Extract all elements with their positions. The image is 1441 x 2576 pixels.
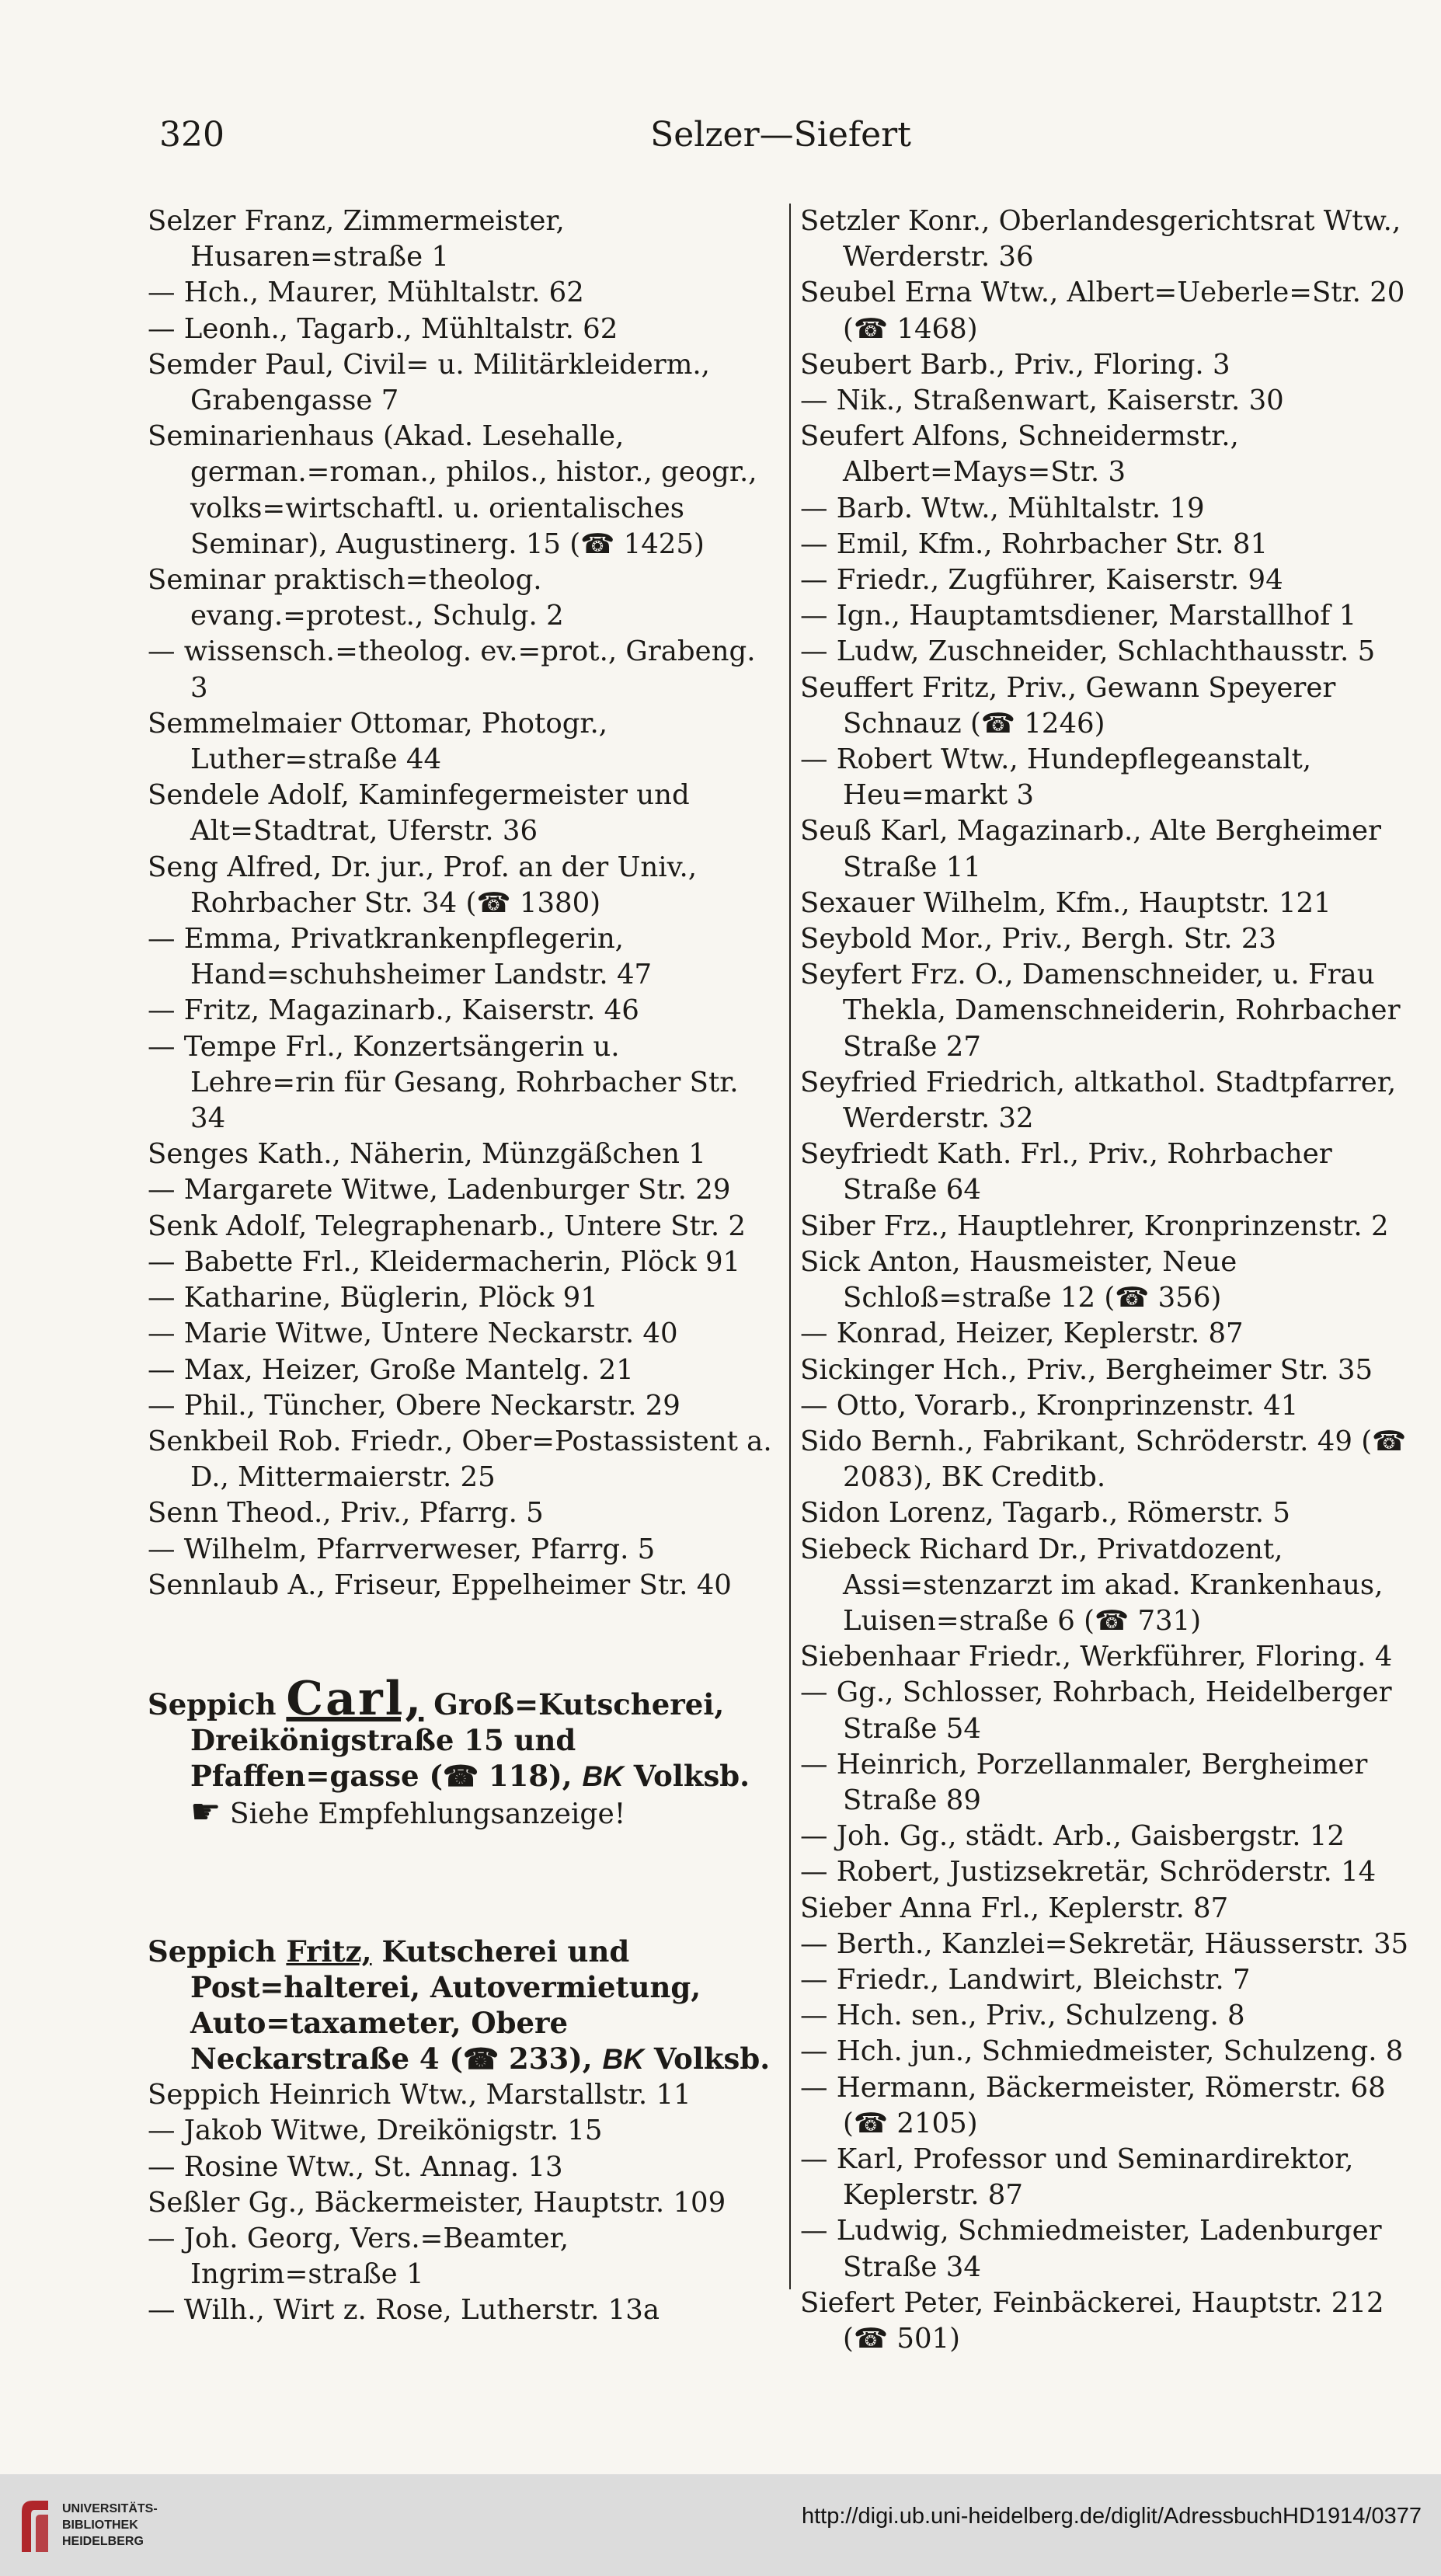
directory-entry: — Ign., Hauptamtsdiener, Marstallhof 1 (800, 600, 1357, 632)
directory-entry: — Friedr., Zugführer, Kaiserstr. 94 (800, 564, 1283, 597)
library-name-line: BIBLIOTHEK (62, 2519, 138, 2532)
directory-entry: — Katharine, Büglerin, Plöck 91 (148, 1282, 598, 1314)
directory-entry: Seubel Erna Wtw., Albert=Ueberle=Str. 20 (☎ 1468) (800, 277, 1405, 345)
directory-entry: — Konrad, Heizer, Keplerstr. 87 (800, 1318, 1244, 1350)
directory-entry: — Robert Wtw., Hundepflegeanstalt, Heu=markt 3 (800, 743, 1312, 812)
directory-entry: — Joh. Georg, Vers.=Beamter, Ingrim=straße 1 (148, 2222, 569, 2291)
directory-entry: Seyfried Friedrich, altkathol. Stadtpfarrer, Werderstr. 32 (800, 1066, 1397, 1135)
directory-entry: Seng Alfred, Dr. jur., Prof. an der Univ., Rohrbacher Str. 34 (☎ 1380) (148, 851, 698, 919)
directory-entry: Seufert Alfons, Schneidermstr., Albert=Mays=Str. 3 (800, 420, 1239, 489)
ad-forename: Fritz, (286, 1934, 372, 1969)
directory-entry: Seminar praktisch=theolog. evang.=protest., Schulg. 2 (148, 564, 564, 632)
left-column (148, 204, 773, 2329)
directory-entry: Setzler Konr., Oberlandesgerichtsrat Wtw., Werderstr. 36 (800, 205, 1401, 273)
spacer (148, 1910, 773, 1934)
bank-abbrev: BK (602, 2043, 644, 2076)
directory-entry: Sieber Anna Frl., Keplerstr. 87 (800, 1892, 1229, 1924)
ad-surname: Seppich (148, 1687, 277, 1721)
running-title: Selzer—Siefert (650, 115, 911, 155)
bank-name: Volksb. (633, 1758, 750, 1793)
library-name-line: HEIDELBERG (62, 2535, 144, 2548)
right-column (800, 204, 1425, 2357)
directory-entry: Seßler Gg., Bäckermeister, Hauptstr. 109 (148, 2186, 726, 2219)
directory-entry: — Emma, Privatkrankenpflegerin, Hand=schuhsheimer Landstr. 47 (148, 923, 653, 991)
directory-entry: — Ludw, Zuschneider, Schlachthausstr. 5 (800, 635, 1376, 668)
directory-entry: — Margarete Witwe, Ladenburger Str. 29 (148, 1174, 731, 1206)
ad-surname: Seppich (148, 1934, 277, 1969)
column-divider (789, 204, 791, 2289)
advertisement-entry (148, 1934, 773, 2077)
bank-abbrev: BK (582, 1760, 624, 1792)
library-name-line: UNIVERSITÄTS- (62, 2502, 158, 2515)
spacer (148, 1603, 773, 1681)
directory-entry: Seyfriedt Kath. Frl., Priv., Rohrbacher Straße 64 (800, 1138, 1332, 1206)
directory-entry: Seminarienhaus (Akad. Lesehalle, german.=roman., philos., histor., geogr., volks=wirtschaftl. u. orientalisches Seminar), Augustinerg. 15 (☎ 1425) (148, 420, 757, 560)
directory-entry: Sick Anton, Hausmeister, Neue Schloß=straße 12 (☎ 356) (800, 1245, 1237, 1314)
directory-entry: Senges Kath., Näherin, Münzgäßchen 1 (148, 1138, 706, 1171)
directory-entry: — Ludwig, Schmiedmeister, Ladenburger Straße 34 (800, 2215, 1382, 2283)
ad-forename: Carl, (286, 1671, 424, 1726)
directory-entry: — Gg., Schlosser, Rohrbach, Heidelberger Straße 54 (800, 1676, 1392, 1745)
directory-entry: Sido Bernh., Fabrikant, Schröderstr. 49 (☎ 2083), BK Creditb. (800, 1425, 1407, 1494)
directory-entry: — Otto, Vorarb., Kronprinzenstr. 41 (800, 1389, 1299, 1422)
spacer (148, 1833, 773, 1910)
directory-entry: — Hch., Maurer, Mühltalstr. 62 (148, 277, 584, 309)
directory-entry: Semder Paul, Civil= u. Militärkleiderm., Grabengasse 7 (148, 348, 710, 417)
directory-entry: — Friedr., Landwirt, Bleichstr. 7 (800, 1963, 1251, 1996)
directory-entry: Siber Frz., Hauptlehrer, Kronprinzenstr. 2 (800, 1210, 1389, 1242)
directory-entry: — Fritz, Magazinarb., Kaiserstr. 46 (148, 994, 639, 1027)
library-logo-icon (17, 2496, 53, 2555)
directory-entry: — Marie Witwe, Untere Neckarstr. 40 (148, 1318, 678, 1350)
directory-entry: — Max, Heizer, Große Mantelg. 21 (148, 1353, 634, 1386)
directory-entry: Semmelmaier Ottomar, Photogr., Luther=straße 44 (148, 707, 608, 776)
directory-entry: — Berth., Kanzlei=Sekretär, Häusserstr. 35 (800, 1927, 1409, 1960)
ad-hint (148, 1791, 773, 1833)
directory-entry: Sickinger Hch., Priv., Bergheimer Str. 35 (800, 1353, 1373, 1386)
directory-entry: Sendele Adolf, Kaminfegermeister und Alt=Stadtrat, Uferstr. 36 (148, 779, 690, 848)
directory-entry: Seuffert Fritz, Priv., Gewann Speyerer Schnauz (☎ 1246) (800, 671, 1336, 740)
directory-entry: Seyfert Frz. O., Damenschneider, u. Frau Thekla, Damenschneiderin, Rohrbacher Straße 27 (800, 959, 1401, 1063)
directory-entry: — Robert, Justizsekretär, Schröderstr. 14 (800, 1856, 1377, 1888)
directory-entry: Sidon Lorenz, Tagarb., Römerstr. 5 (800, 1497, 1290, 1530)
directory-entry: Senk Adolf, Telegraphenarb., Untere Str. 2 (148, 1210, 746, 1242)
source-url-link[interactable]: http://digi.ub.uni-heidelberg.de/diglit/AdressbuchHD1914/0377 (801, 2504, 1422, 2529)
ad-text: Groß=Kutscherei, Dreikönigstraße 15 und Pfaffen=gasse (☎ 118), (190, 1687, 725, 1793)
directory-entry: — Hermann, Bäckermeister, Römerstr. 68 (☎ 2105) (800, 2071, 1386, 2139)
directory-entry: — Tempe Frl., Konzertsängerin u. Lehre=rin für Gesang, Rohrbacher Str. 34 (148, 1030, 739, 1135)
directory-entry: — Karl, Professor und Seminardirektor, Keplerstr. 87 (800, 2143, 1354, 2212)
advertisement-entry (148, 1671, 773, 1794)
directory-entry: — Nik., Straßenwart, Kaiserstr. 30 (800, 385, 1284, 417)
directory-entry: — Leonh., Tagarb., Mühltalstr. 62 (148, 312, 618, 345)
directory-entry: — Wilhelm, Pfarrverweser, Pfarrg. 5 (148, 1533, 656, 1565)
directory-entry: — Wilh., Wirt z. Rose, Lutherstr. 13a (148, 2294, 660, 2327)
directory-entry: Siebenhaar Friedr., Werkführer, Floring. 4 (800, 1641, 1393, 1673)
directory-entry: — Joh. Gg., städt. Arb., Gaisbergstr. 12 (800, 1820, 1345, 1853)
directory-entry: Selzer Franz, Zimmermeister, Husaren=straße 1 (148, 205, 565, 273)
bank-name: Volksb. (653, 2042, 771, 2076)
ad-hint-text: Siehe Empfehlungsanzeige! (229, 1798, 626, 1830)
directory-entry: Siebeck Richard Dr., Privatdozent, Assi=stenzarzt im akad. Krankenhaus, Luisen=straße 6 (☎ 731) (800, 1533, 1384, 1637)
directory-entry: — Babette Frl., Kleidermacherin, Plöck 91 (148, 1245, 741, 1278)
library-name (62, 2501, 158, 2550)
directory-entry: — Jakob Witwe, Dreikönigstr. 15 (148, 2115, 603, 2147)
directory-entry: Senkbeil Rob. Friedr., Ober=Postassistent a. D., Mittermaierstr. 25 (148, 1425, 772, 1494)
directory-entry: Seubert Barb., Priv., Floring. 3 (800, 348, 1230, 381)
directory-entry: Seppich Heinrich Wtw., Marstallstr. 11 (148, 2079, 691, 2111)
directory-entry: — Barb. Wtw., Mühltalstr. 19 (800, 492, 1205, 524)
page-number: 320 (159, 115, 225, 155)
directory-entry: — Hch. sen., Priv., Schulzeng. 8 (800, 2000, 1245, 2032)
footer-bar (0, 2474, 1441, 2576)
directory-entry: Senn Theod., Priv., Pfarrg. 5 (148, 1497, 544, 1530)
ad-text: Kutscherei und Post=halterei, Autovermietung, Auto=taxameter, Obere Neckarstraße 4 (☎ 233), (190, 1934, 701, 2076)
directory-entry: — Emil, Kfm., Rohrbacher Str. 81 (800, 527, 1269, 560)
directory-entry: Seuß Karl, Magazinarb., Alte Bergheimer Straße 11 (800, 815, 1382, 883)
page-header (159, 115, 1402, 162)
directory-entry: — Rosine Wtw., St. Annag. 13 (148, 2150, 563, 2183)
directory-entry: — wissensch.=theolog. ev.=prot., Grabeng. 3 (148, 635, 756, 704)
directory-entry: Sexauer Wilhelm, Kfm., Hauptstr. 121 (800, 886, 1331, 919)
directory-entry: Siefert Peter, Feinbäckerei, Hauptstr. 212 (☎ 501) (800, 2286, 1384, 2355)
directory-entry: — Heinrich, Porzellanmaler, Bergheimer Straße 89 (800, 1748, 1368, 1816)
directory-entry: Sennlaub A., Friseur, Eppelheimer Str. 40 (148, 1568, 732, 1601)
directory-entry: — Hch. jun., Schmiedmeister, Schulzeng. 8 (800, 2035, 1404, 2068)
directory-entry: — Phil., Tüncher, Obere Neckarstr. 29 (148, 1389, 680, 1422)
pointing-hand-icon: ☛ (190, 1791, 221, 1832)
directory-entry: Seybold Mor., Priv., Bergh. Str. 23 (800, 923, 1277, 956)
